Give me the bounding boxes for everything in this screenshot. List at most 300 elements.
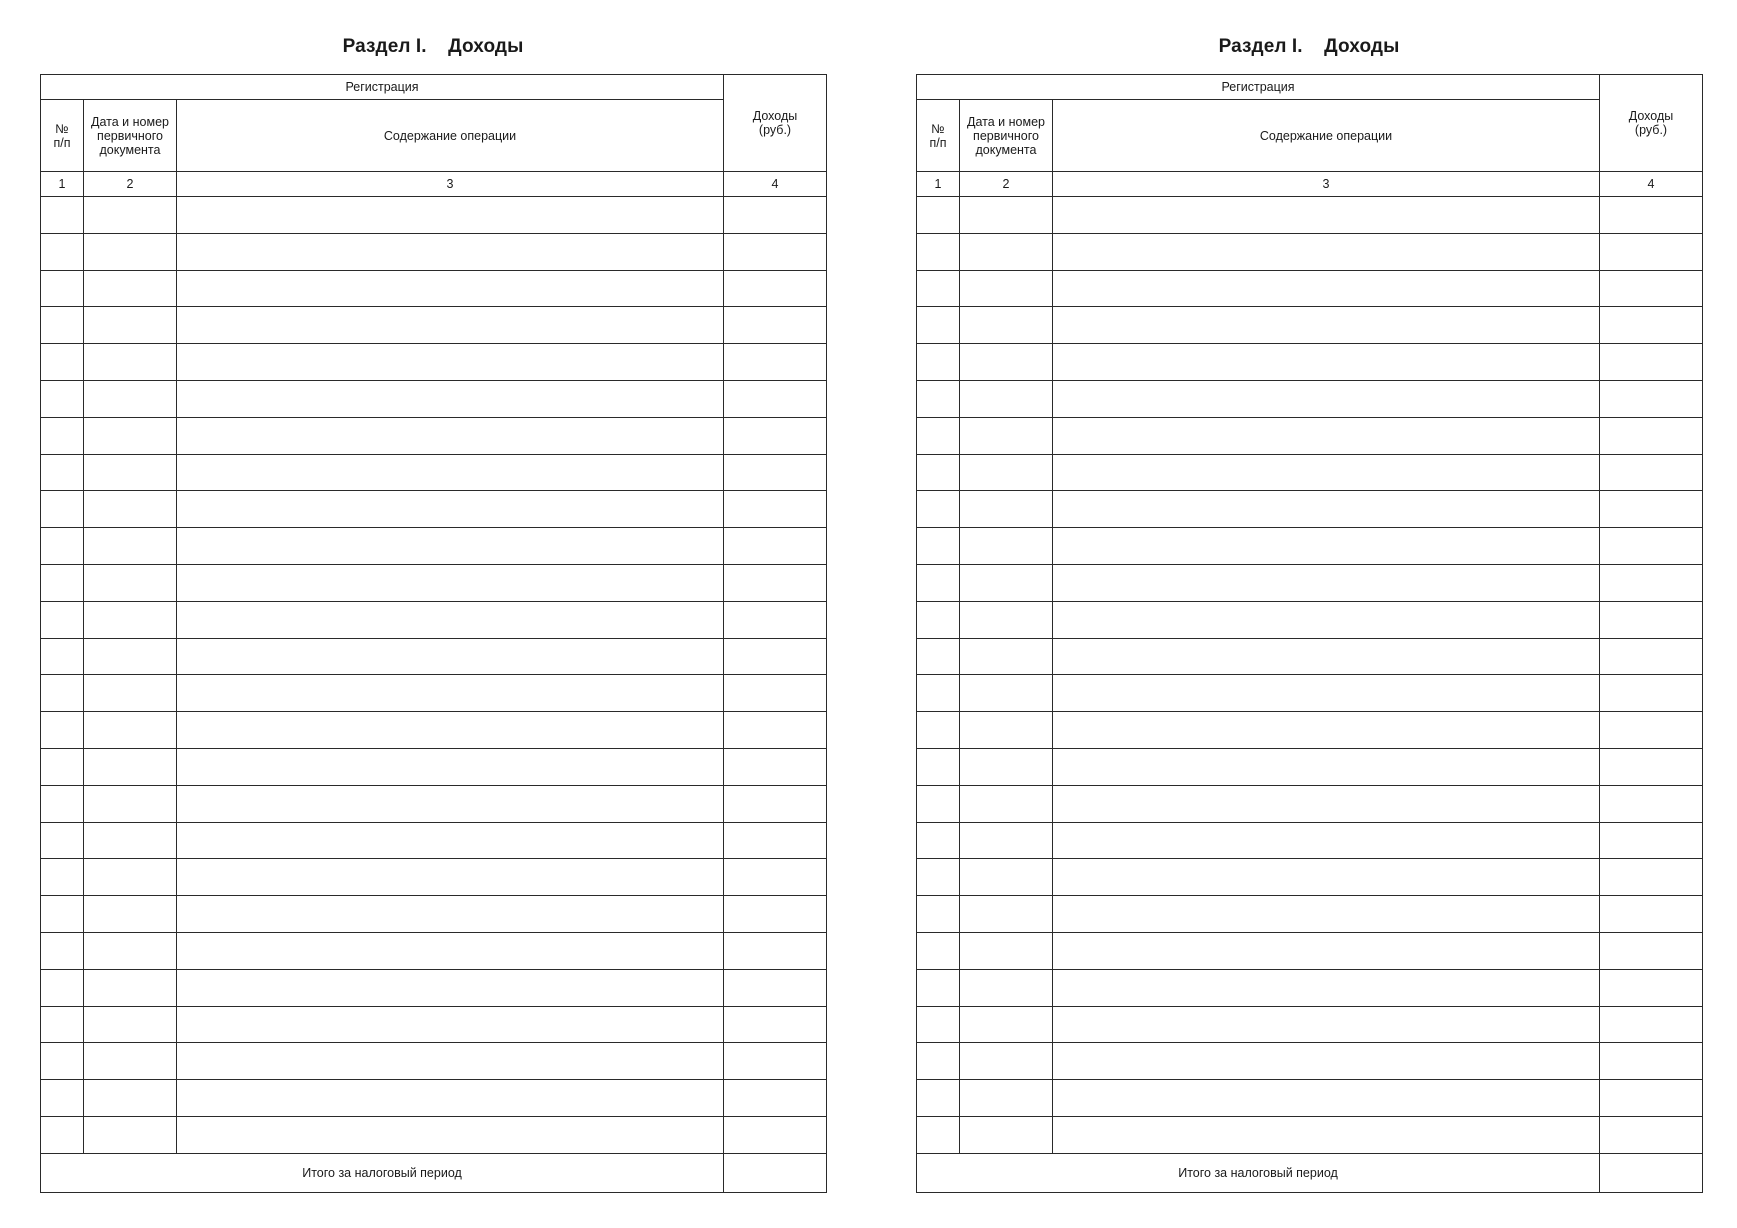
row-number-cell[interactable]	[917, 969, 960, 1006]
column-number: 3	[177, 172, 724, 197]
row-income-cell[interactable]	[724, 932, 827, 969]
row-number-cell[interactable]	[917, 785, 960, 822]
table-row	[41, 785, 827, 822]
table-row	[917, 233, 1703, 270]
row-document-cell[interactable]	[84, 785, 177, 822]
column-number: 1	[41, 172, 84, 197]
row-number-cell[interactable]	[41, 785, 84, 822]
row-income-cell[interactable]	[724, 822, 827, 859]
table-row	[917, 785, 1703, 822]
row-document-cell[interactable]	[84, 307, 177, 344]
table-row	[917, 417, 1703, 454]
row-content-cell[interactable]	[1053, 896, 1600, 933]
table-row	[41, 270, 827, 307]
income-ledger-table	[40, 74, 827, 1193]
row-number-cell[interactable]	[41, 675, 84, 712]
row-number-cell[interactable]	[917, 307, 960, 344]
row-document-cell[interactable]	[960, 601, 1053, 638]
row-document-cell[interactable]	[84, 748, 177, 785]
row-content-cell[interactable]	[177, 1043, 724, 1080]
row-document-cell[interactable]	[960, 1080, 1053, 1117]
row-content-cell[interactable]	[1053, 969, 1600, 1006]
table-row	[917, 932, 1703, 969]
row-number-cell[interactable]	[41, 822, 84, 859]
row-content-cell[interactable]	[1053, 491, 1600, 528]
row-content-cell[interactable]	[177, 528, 724, 565]
row-document-cell[interactable]	[84, 859, 177, 896]
row-content-cell[interactable]	[1053, 528, 1600, 565]
row-document-cell[interactable]	[84, 528, 177, 565]
table-row	[41, 896, 827, 933]
row-document-cell[interactable]	[960, 307, 1053, 344]
row-income-cell[interactable]	[1600, 712, 1703, 749]
row-content-cell[interactable]	[1053, 270, 1600, 307]
row-income-cell[interactable]	[724, 638, 827, 675]
registration-header: Регистрация	[917, 75, 1600, 100]
col-number-header	[917, 100, 960, 172]
row-number-cell[interactable]	[41, 380, 84, 417]
row-document-cell[interactable]	[960, 233, 1053, 270]
row-income-cell[interactable]	[724, 1043, 827, 1080]
col-document-header-text: Дата и номер первичного документа	[91, 114, 169, 157]
row-number-cell[interactable]	[917, 601, 960, 638]
row-number-cell[interactable]	[41, 1043, 84, 1080]
row-content-cell[interactable]	[1053, 344, 1600, 381]
header-row-columns	[41, 100, 827, 172]
row-income-cell[interactable]	[1600, 822, 1703, 859]
row-document-cell[interactable]	[960, 748, 1053, 785]
row-income-cell[interactable]	[1600, 344, 1703, 381]
row-number-cell[interactable]	[41, 896, 84, 933]
row-number-cell[interactable]	[917, 491, 960, 528]
row-number-cell[interactable]	[41, 748, 84, 785]
registration-header: Регистрация	[41, 75, 724, 100]
row-document-cell[interactable]	[84, 1116, 177, 1153]
row-number-cell[interactable]	[41, 270, 84, 307]
row-income-cell[interactable]	[724, 712, 827, 749]
table-row	[917, 712, 1703, 749]
header-row-columns	[917, 100, 1703, 172]
column-number: 1	[917, 172, 960, 197]
row-income-cell[interactable]	[724, 528, 827, 565]
row-number-cell[interactable]	[917, 528, 960, 565]
table-row	[41, 491, 827, 528]
row-number-cell[interactable]	[41, 233, 84, 270]
ledger-body	[917, 75, 1703, 1193]
row-number-cell[interactable]	[41, 638, 84, 675]
row-number-cell[interactable]	[41, 712, 84, 749]
row-content-cell[interactable]	[177, 896, 724, 933]
table-row	[41, 1080, 827, 1117]
row-document-cell[interactable]	[84, 712, 177, 749]
row-number-cell[interactable]	[917, 454, 960, 491]
row-number-cell[interactable]	[41, 528, 84, 565]
row-income-cell[interactable]	[1600, 233, 1703, 270]
table-row	[917, 197, 1703, 234]
table-row	[917, 307, 1703, 344]
table-row	[41, 1043, 827, 1080]
row-document-cell[interactable]	[84, 197, 177, 234]
row-income-cell[interactable]	[724, 197, 827, 234]
row-content-cell[interactable]	[177, 859, 724, 896]
table-row	[917, 1116, 1703, 1153]
row-content-cell[interactable]	[1053, 822, 1600, 859]
row-income-cell[interactable]	[1600, 1080, 1703, 1117]
ledger-body	[41, 75, 827, 1193]
row-content-cell[interactable]	[177, 785, 724, 822]
row-content-cell[interactable]	[1053, 564, 1600, 601]
row-document-cell[interactable]	[960, 896, 1053, 933]
col-number-header	[41, 100, 84, 172]
table-row	[41, 932, 827, 969]
total-label: Итого за налоговый период	[917, 1153, 1600, 1192]
row-income-cell[interactable]	[724, 896, 827, 933]
table-row	[917, 601, 1703, 638]
row-number-cell[interactable]	[41, 344, 84, 381]
row-content-cell[interactable]	[177, 1080, 724, 1117]
income-header	[724, 75, 827, 172]
row-document-cell[interactable]	[960, 491, 1053, 528]
row-content-cell[interactable]	[1053, 638, 1600, 675]
row-document-cell[interactable]	[960, 1116, 1053, 1153]
row-income-cell[interactable]	[1600, 491, 1703, 528]
table-row	[917, 270, 1703, 307]
row-document-cell[interactable]	[960, 969, 1053, 1006]
row-document-cell[interactable]	[960, 859, 1053, 896]
row-document-cell[interactable]	[960, 785, 1053, 822]
row-content-cell[interactable]	[177, 1116, 724, 1153]
header-row-registration	[41, 75, 827, 100]
row-document-cell[interactable]	[84, 638, 177, 675]
row-content-cell[interactable]	[177, 417, 724, 454]
row-document-cell[interactable]	[84, 1043, 177, 1080]
row-number-cell[interactable]	[917, 1116, 960, 1153]
table-row	[41, 748, 827, 785]
row-income-cell[interactable]	[724, 417, 827, 454]
row-number-cell[interactable]	[41, 197, 84, 234]
column-number: 4	[1600, 172, 1703, 197]
row-document-cell[interactable]	[960, 822, 1053, 859]
row-income-cell[interactable]	[724, 785, 827, 822]
row-number-cell[interactable]	[41, 491, 84, 528]
row-number-cell[interactable]	[41, 601, 84, 638]
row-document-cell[interactable]	[84, 454, 177, 491]
table-row	[41, 1116, 827, 1153]
row-number-cell[interactable]	[41, 859, 84, 896]
table-row	[917, 1080, 1703, 1117]
row-document-cell[interactable]	[960, 1043, 1053, 1080]
row-document-cell[interactable]	[84, 417, 177, 454]
table-row	[917, 1043, 1703, 1080]
col-content-header: Содержание операции	[1053, 100, 1600, 172]
row-content-cell[interactable]	[1053, 1043, 1600, 1080]
row-document-cell[interactable]	[84, 822, 177, 859]
table-row	[917, 454, 1703, 491]
row-content-cell[interactable]	[1053, 454, 1600, 491]
table-row	[41, 233, 827, 270]
row-content-cell[interactable]	[1053, 380, 1600, 417]
row-income-cell[interactable]	[1600, 197, 1703, 234]
total-row	[917, 1153, 1703, 1192]
row-document-cell[interactable]	[960, 638, 1053, 675]
col-document-header	[960, 100, 1053, 172]
income-header-text: Доходы (руб.)	[752, 109, 798, 137]
row-content-cell[interactable]	[177, 270, 724, 307]
table-row	[917, 675, 1703, 712]
row-income-cell[interactable]	[1600, 417, 1703, 454]
column-number: 2	[960, 172, 1053, 197]
row-number-cell[interactable]	[917, 675, 960, 712]
row-income-cell[interactable]	[1600, 638, 1703, 675]
row-number-cell[interactable]	[917, 638, 960, 675]
row-number-cell[interactable]	[41, 307, 84, 344]
row-income-cell[interactable]	[1600, 380, 1703, 417]
table-row	[917, 748, 1703, 785]
row-number-cell[interactable]	[917, 932, 960, 969]
row-document-cell[interactable]	[960, 1006, 1053, 1043]
table-row	[41, 712, 827, 749]
row-income-cell[interactable]	[724, 380, 827, 417]
table-row	[917, 638, 1703, 675]
col-number-header-text: № п/п	[53, 121, 71, 150]
row-content-cell[interactable]	[1053, 233, 1600, 270]
row-document-cell[interactable]	[960, 197, 1053, 234]
row-content-cell[interactable]	[177, 748, 724, 785]
table-row	[41, 969, 827, 1006]
row-content-cell[interactable]	[1053, 417, 1600, 454]
row-income-cell[interactable]	[724, 1116, 827, 1153]
table-row	[917, 380, 1703, 417]
table-row	[41, 675, 827, 712]
row-income-cell[interactable]	[1600, 1043, 1703, 1080]
row-content-cell[interactable]	[177, 675, 724, 712]
table-row	[41, 197, 827, 234]
total-row	[41, 1153, 827, 1192]
row-income-cell[interactable]	[724, 307, 827, 344]
table-row	[917, 491, 1703, 528]
row-document-cell[interactable]	[84, 932, 177, 969]
row-number-cell[interactable]	[917, 270, 960, 307]
row-document-cell[interactable]	[84, 969, 177, 1006]
table-row	[41, 307, 827, 344]
col-document-header-text: Дата и номер первичного документа	[967, 114, 1045, 157]
table-row	[41, 822, 827, 859]
row-income-cell[interactable]	[1600, 896, 1703, 933]
row-number-cell[interactable]	[917, 344, 960, 381]
table-row	[917, 859, 1703, 896]
row-content-cell[interactable]	[1053, 712, 1600, 749]
row-content-cell[interactable]	[1053, 748, 1600, 785]
row-number-cell[interactable]	[41, 1006, 84, 1043]
row-document-cell[interactable]	[84, 1006, 177, 1043]
row-income-cell[interactable]	[724, 270, 827, 307]
row-content-cell[interactable]	[177, 380, 724, 417]
row-document-cell[interactable]	[960, 528, 1053, 565]
column-number: 3	[1053, 172, 1600, 197]
row-number-cell[interactable]	[917, 1006, 960, 1043]
row-content-cell[interactable]	[1053, 1116, 1600, 1153]
income-header-text: Доходы (руб.)	[1628, 109, 1674, 137]
row-content-cell[interactable]	[177, 712, 724, 749]
row-income-cell[interactable]	[1600, 528, 1703, 565]
row-income-cell[interactable]	[724, 675, 827, 712]
row-document-cell[interactable]	[84, 896, 177, 933]
row-income-cell[interactable]	[1600, 675, 1703, 712]
row-content-cell[interactable]	[177, 564, 724, 601]
row-content-cell[interactable]	[1053, 675, 1600, 712]
row-number-cell[interactable]	[41, 454, 84, 491]
row-number-cell[interactable]	[41, 564, 84, 601]
row-income-cell[interactable]	[1600, 859, 1703, 896]
row-number-cell[interactable]	[917, 859, 960, 896]
total-label: Итого за налоговый период	[41, 1153, 724, 1192]
row-income-cell[interactable]	[724, 233, 827, 270]
row-document-cell[interactable]	[84, 233, 177, 270]
col-number-header-text: № п/п	[929, 121, 947, 150]
row-document-cell[interactable]	[960, 380, 1053, 417]
row-income-cell[interactable]	[724, 1080, 827, 1117]
row-document-cell[interactable]	[960, 564, 1053, 601]
row-number-cell[interactable]	[917, 1043, 960, 1080]
row-number-cell[interactable]	[917, 417, 960, 454]
row-number-cell[interactable]	[917, 822, 960, 859]
table-row	[41, 859, 827, 896]
row-income-cell[interactable]	[1600, 454, 1703, 491]
table-row	[41, 344, 827, 381]
row-content-cell[interactable]	[1053, 785, 1600, 822]
total-value-cell[interactable]	[724, 1153, 827, 1192]
row-document-cell[interactable]	[960, 270, 1053, 307]
table-row	[41, 417, 827, 454]
row-document-cell[interactable]	[84, 675, 177, 712]
total-value-cell[interactable]	[1600, 1153, 1703, 1192]
row-content-cell[interactable]	[177, 344, 724, 381]
row-content-cell[interactable]	[1053, 307, 1600, 344]
row-number-cell[interactable]	[41, 932, 84, 969]
row-income-cell[interactable]	[724, 969, 827, 1006]
row-number-cell[interactable]	[917, 712, 960, 749]
table-row	[917, 1006, 1703, 1043]
row-income-cell[interactable]	[724, 748, 827, 785]
row-income-cell[interactable]	[1600, 1116, 1703, 1153]
row-number-cell[interactable]	[917, 748, 960, 785]
col-document-header	[84, 100, 177, 172]
row-number-cell[interactable]	[41, 1116, 84, 1153]
row-number-cell[interactable]	[41, 417, 84, 454]
row-content-cell[interactable]	[177, 969, 724, 1006]
col-content-header: Содержание операции	[177, 100, 724, 172]
row-content-cell[interactable]	[177, 638, 724, 675]
row-income-cell[interactable]	[724, 601, 827, 638]
row-content-cell[interactable]	[1053, 1080, 1600, 1117]
row-number-cell[interactable]	[917, 896, 960, 933]
row-content-cell[interactable]	[1053, 1006, 1600, 1043]
column-numbers-row	[917, 172, 1703, 197]
row-document-cell[interactable]	[84, 564, 177, 601]
row-document-cell[interactable]	[960, 454, 1053, 491]
row-document-cell[interactable]	[84, 491, 177, 528]
row-income-cell[interactable]	[1600, 748, 1703, 785]
row-content-cell[interactable]	[177, 233, 724, 270]
row-income-cell[interactable]	[724, 454, 827, 491]
table-row	[41, 564, 827, 601]
table-row	[917, 528, 1703, 565]
table-row	[917, 344, 1703, 381]
row-number-cell[interactable]	[917, 380, 960, 417]
row-document-cell[interactable]	[84, 1080, 177, 1117]
row-content-cell[interactable]	[177, 197, 724, 234]
row-document-cell[interactable]	[84, 380, 177, 417]
row-document-cell[interactable]	[84, 344, 177, 381]
row-number-cell[interactable]	[917, 564, 960, 601]
row-income-cell[interactable]	[1600, 601, 1703, 638]
row-income-cell[interactable]	[1600, 932, 1703, 969]
row-income-cell[interactable]	[724, 859, 827, 896]
row-content-cell[interactable]	[177, 601, 724, 638]
table-row	[917, 969, 1703, 1006]
row-content-cell[interactable]	[1053, 859, 1600, 896]
row-income-cell[interactable]	[724, 344, 827, 381]
income-header	[1600, 75, 1703, 172]
income-ledger-table	[916, 74, 1703, 1193]
row-income-cell[interactable]	[724, 491, 827, 528]
column-number: 4	[724, 172, 827, 197]
row-document-cell[interactable]	[960, 417, 1053, 454]
row-content-cell[interactable]	[177, 1006, 724, 1043]
section-title: Раздел I. Доходы	[1218, 36, 1400, 57]
row-document-cell[interactable]	[960, 932, 1053, 969]
row-number-cell[interactable]	[41, 1080, 84, 1117]
row-content-cell[interactable]	[177, 932, 724, 969]
header-row-registration	[917, 75, 1703, 100]
row-income-cell[interactable]	[1600, 564, 1703, 601]
row-number-cell[interactable]	[917, 197, 960, 234]
table-row	[41, 380, 827, 417]
row-number-cell[interactable]	[41, 969, 84, 1006]
row-number-cell[interactable]	[917, 233, 960, 270]
table-row	[41, 1006, 827, 1043]
row-document-cell[interactable]	[84, 601, 177, 638]
row-income-cell[interactable]	[1600, 969, 1703, 1006]
row-document-cell[interactable]	[960, 344, 1053, 381]
row-content-cell[interactable]	[1053, 197, 1600, 234]
row-content-cell[interactable]	[177, 491, 724, 528]
section-title: Раздел I. Доходы	[342, 36, 524, 57]
table-row	[41, 638, 827, 675]
table-row	[917, 822, 1703, 859]
row-income-cell[interactable]	[724, 564, 827, 601]
row-income-cell[interactable]	[724, 1006, 827, 1043]
table-row	[41, 528, 827, 565]
table-row	[917, 896, 1703, 933]
row-income-cell[interactable]	[1600, 307, 1703, 344]
column-numbers-row	[41, 172, 827, 197]
row-income-cell[interactable]	[1600, 1006, 1703, 1043]
row-document-cell[interactable]	[960, 675, 1053, 712]
row-content-cell[interactable]	[177, 822, 724, 859]
row-content-cell[interactable]	[1053, 601, 1600, 638]
row-income-cell[interactable]	[1600, 785, 1703, 822]
row-content-cell[interactable]	[1053, 932, 1600, 969]
row-number-cell[interactable]	[917, 1080, 960, 1117]
row-document-cell[interactable]	[84, 270, 177, 307]
table-row	[41, 454, 827, 491]
table-row	[917, 564, 1703, 601]
row-income-cell[interactable]	[1600, 270, 1703, 307]
row-content-cell[interactable]	[177, 307, 724, 344]
row-content-cell[interactable]	[177, 454, 724, 491]
row-document-cell[interactable]	[960, 712, 1053, 749]
